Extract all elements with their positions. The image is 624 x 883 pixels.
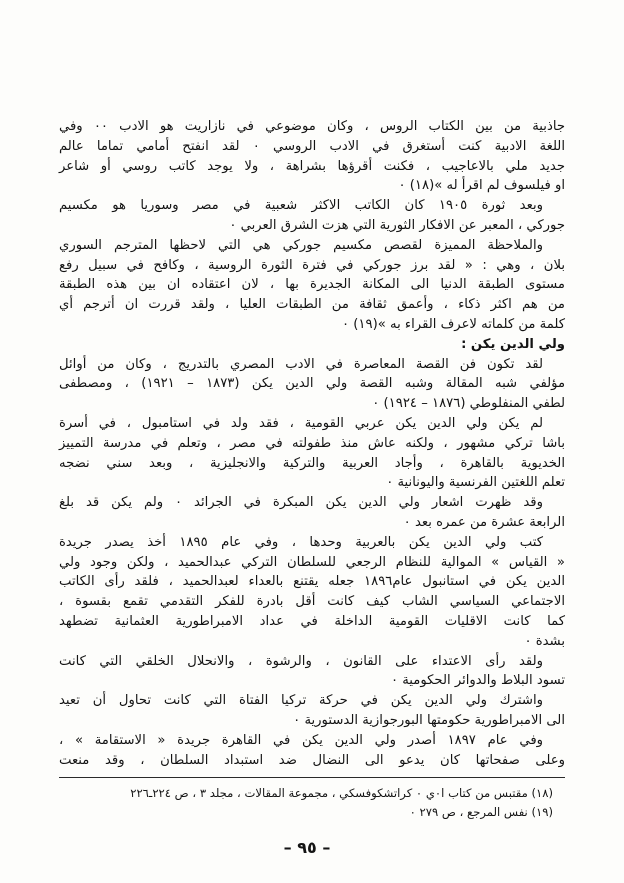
page-number: – ٩٥ – xyxy=(283,838,331,857)
text-line: الاجتماعي السياسي الشاب كيف كانت أقل بادرة للفكر التقدمي تقمع بقسوة ، xyxy=(59,594,565,610)
text-line: تعلم اللغتين الفرنسية واليونانية ٠ xyxy=(386,475,565,491)
footnotes xyxy=(59,784,565,821)
text-line: جوركي ، المعبر عن الافكار الثورية التي هزت الشرق العربي ٠ xyxy=(229,217,565,233)
text-line: لطفي المنفلوطي (١٨٧٦ – ١٩٢٤) ٠ xyxy=(372,396,565,412)
text-line: وعلى صفحاتها كان يدعو الى النضال ضد استبداد السلطان ، وقد منعت xyxy=(59,752,565,768)
footnote: (١٩) نفس المرجع ، ص ٢٧٩ ٠ xyxy=(409,804,553,819)
text-line: بلان ، وهي : « لقد برز جوركي في فترة الثورة الروسية ، وكافح في سبيل رفع xyxy=(59,257,565,273)
section-heading: ولي الدين يكن : xyxy=(461,336,565,352)
text-line: باشا تركي مشهور ، ولكنه عاش منذ طفولته في مصر ، وتعلم في مدرسة التمييز xyxy=(59,435,565,451)
paragraph-start-line: لم يكن ولي الدين يكن عربي القومية ، فقد ولد في استامبول ، في أسرة xyxy=(59,415,543,431)
footnote-separator xyxy=(59,777,565,778)
paragraph-start-line: وفي عام ١٨٩٧ أصدر ولي الدين يكن في القاهرة جريدة « الاستقامة » ، xyxy=(59,732,543,748)
text-line: الرابعة عشرة من عمره بعد ٠ xyxy=(403,514,565,530)
body-text xyxy=(59,117,565,770)
paragraph-start-line: لقد تكون فن القصة المعاصرة في الادب المصري بالتدريج ، وكان من أوائل xyxy=(59,356,543,372)
text-line: مؤلفي شبه المقالة وشبه القصة ولي الدين يكن (١٨٧٣ – ١٩٢١) ، ومصطفى xyxy=(59,376,566,392)
text-line: كلمة من كلماته لاعرف القراء به »(١٩) ٠ xyxy=(341,316,565,332)
text-line: او فيلسوف لم اقرأ له »(١٨) ٠ xyxy=(398,178,565,194)
text-line: بشدة ٠ xyxy=(524,633,565,649)
text-line: الخديوية بالقاهرة ، وأجاد العربية والتركية والانجليزية ، وبعد سني نضجه xyxy=(59,455,565,471)
text-line: كما كانت الاقليات القومية الداخلة في عداد الامبراطورية العثمانية تضطهد xyxy=(59,613,565,629)
text-line: الدين يكن في استانبول عام١٨٩٦ جعله يقتنع بالعداء لعبدالحميد ، فلقد رأى الكاتب xyxy=(59,574,565,590)
footnote: (١٨) مقتبس من كتاب ا٠ي ٠ كراتشكوفسكي ، مجموعة المقالات ، مجلد ٣ ، ص ٢٢٤ـ٢٢٦ xyxy=(130,786,553,800)
paragraph-start-line: وقد ظهرت اشعار ولي الدين يكن المبكرة في الجرائد ٠ ولم يكن قد بلغ xyxy=(59,495,543,511)
text-line: جديد ملي بالاعاجيب ، فكنت أقرؤها بشراهة ، ولا يوجد كاتب روسي أو شاعر xyxy=(59,158,565,174)
text-line: مستوى الطبقة الدنيا الى المكانة الجديرة بها ، لان اعتقاده ان بين هذه الطبقة xyxy=(59,277,565,293)
text-line: « القياس » الموالية للنظام الرجعي للسلطان التركي عبدالحميد ، ولكن وجود ولي xyxy=(59,554,565,570)
text-line: اللغة الادبية كنت أستغرق في الادب الروسي ٠ لقد انفتح أمامي تماما عالم xyxy=(59,138,565,154)
paragraph-start-line: والملاحظة المميزة لقصص مكسيم جوركي هي التي لاحظها المترجم السوري xyxy=(59,237,543,253)
paragraph-start-line: واشترك ولي الدين يكن في حركة تركيا الفتاة التي كانت تحاول أن تعيد xyxy=(59,693,543,709)
paragraph-start-line: وبعد ثورة ١٩٠٥ كان الكاتب الاكثر شعبية في مصر وسوريا هو مكسيم xyxy=(59,198,543,214)
text-line: تسود البلاط والدوائر الحكومية ٠ xyxy=(390,673,565,689)
text-line: الى الامبراطورية حكومتها البورجوازية الدستورية ٠ xyxy=(293,712,565,728)
paragraph-start-line: كتب ولي الدين يكن بالعربية وحدها ، وفي عام ١٨٩٥ أخذ يصدر جريدة xyxy=(59,534,543,550)
paragraph-start-line: ولقد رأى الاعتداء على القانون ، والرشوة ، والانحلال الخلقي التي كانت xyxy=(59,653,543,669)
text-line: من هم اكثر ذكاء ، وأعمق ثقافة من الطبقات العليا ، ولقد قررت ان أترجم أي xyxy=(59,297,565,313)
text-line: جاذبية من بين الكتاب الروس ، وكان موضوعي في نازاريت هو الادب ٠٠ وفي xyxy=(59,119,565,134)
